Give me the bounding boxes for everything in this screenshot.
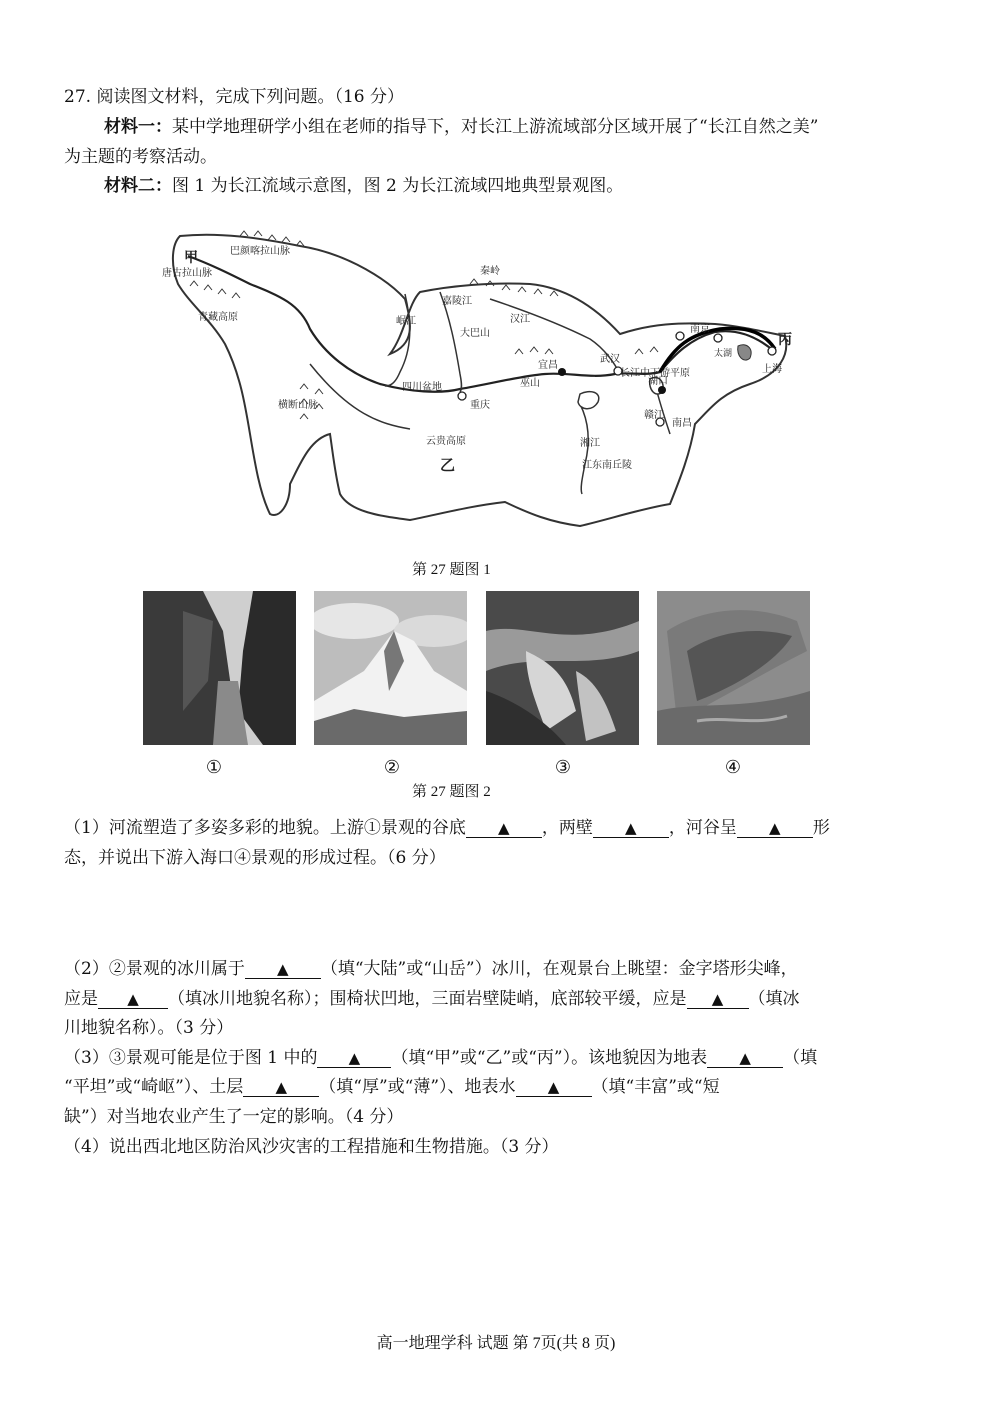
- photo-glacier-peak: [314, 591, 467, 745]
- q2-text-e: （填冰: [748, 989, 800, 1009]
- q1-line-1: [64, 817, 830, 839]
- q3-text-a: （3）③景观可能是位于图 1 中的: [64, 1048, 318, 1068]
- photo-karst-terraces: [486, 591, 639, 745]
- q3-line-1: [64, 1047, 817, 1069]
- city-markers: [458, 332, 776, 426]
- material-1: [104, 116, 818, 138]
- label-qingzang: 青藏高原: [198, 312, 238, 323]
- figure-1-caption: 第 27 题图 1: [412, 562, 491, 578]
- q4-line-1: （4）说出西北地区防治风沙灾害的工程措施和生物措施。（3 分）: [64, 1137, 559, 1157]
- jinsha-tributary: [310, 364, 410, 429]
- answer-blank[interactable]: ▲: [516, 1078, 592, 1097]
- hukou-dot: [658, 386, 666, 394]
- label-jia: 甲: [184, 250, 198, 266]
- q2-text-d: （填冰川地貌名称）；围椅状凹地，三面岩壁陡峭，底部较平缓，应是: [168, 989, 687, 1009]
- photo-number-2: ②: [383, 757, 401, 778]
- material-2-text: 图 1 为长江流域示意图，图 2 为长江流域四地典型景观图。: [172, 176, 624, 196]
- q3-text-f: （填“丰富”或“短: [591, 1077, 720, 1097]
- material-1-cont: 为主题的考察活动。: [64, 147, 217, 167]
- label-nanchang: 南昌: [672, 418, 692, 429]
- answer-blank[interactable]: ▲: [466, 819, 542, 838]
- photo-number-4: ④: [724, 757, 742, 778]
- q1-text-b: ，两壁: [541, 818, 593, 838]
- answer-blank[interactable]: ▲: [317, 1049, 391, 1068]
- label-jialing: 嘉陵江: [442, 296, 472, 307]
- answer-blank[interactable]: ▲: [687, 990, 749, 1009]
- q3-text-c: （填: [783, 1048, 818, 1068]
- label-han: 汉江: [510, 314, 530, 325]
- map-svg: [150, 224, 810, 536]
- jialingjiang-river: [440, 292, 462, 392]
- photo-estuary-island: [657, 591, 810, 745]
- yangtze-basin-map: [150, 224, 810, 536]
- photo-number-1: ①: [205, 757, 223, 778]
- label-hengduan: 横断山脉: [278, 400, 318, 411]
- label-chongqing: 重庆: [470, 400, 490, 411]
- q3-text-e: （填“厚”或“薄”）、地表水: [319, 1077, 516, 1097]
- label-taihu: 太湖: [714, 349, 733, 359]
- q2-line-2: [64, 988, 800, 1010]
- q2-text-c: 应是: [64, 989, 98, 1009]
- taihu-lake: [738, 345, 751, 360]
- q1-line-2: 态，并说出下游入海口④景观的形成过程。（6 分）: [64, 848, 446, 868]
- question-title: 27. 阅读图文材料，完成下列问题。（16 分）: [64, 87, 404, 107]
- q3-line-3: 缺”）对当地农业产生了一定的影响。（4 分）: [64, 1107, 404, 1127]
- label-qinling: 秦岭: [480, 266, 500, 277]
- dongting-lake: [578, 392, 599, 409]
- q2-text-b: （填“大陆”或“山岳”）冰川，在观景台上眺望：金字塔形尖峰，: [320, 959, 798, 979]
- label-tanggula: 唐古拉山脉: [162, 268, 212, 279]
- photo-gorge: [143, 591, 296, 745]
- q3-line-2: [64, 1076, 720, 1098]
- q3-text-b: （填“甲”或“乙”或“丙”）。该地貌因为地表: [391, 1048, 708, 1068]
- q1-text-d: 形: [812, 818, 830, 838]
- label-xiang: 湘江: [580, 438, 600, 449]
- yichang-dot: [558, 368, 566, 376]
- answer-blank[interactable]: ▲: [243, 1078, 319, 1097]
- basin-boundary: [173, 235, 786, 526]
- material-2-label: 材料二：: [104, 176, 172, 196]
- q2-text-a: （2）②景观的冰川属于: [64, 959, 245, 979]
- answer-blank[interactable]: ▲: [593, 819, 669, 838]
- figure-2-caption: 第 27 题图 2: [412, 784, 491, 800]
- material-1-text: 某中学地理研学小组在老师的指导下，对长江上游流域部分区域开展了“长江自然之美”: [172, 117, 819, 137]
- label-wuhan: 武汉: [600, 354, 620, 365]
- label-dabashan: 大巴山: [460, 328, 490, 339]
- answer-blank[interactable]: ▲: [98, 990, 168, 1009]
- answer-blank[interactable]: ▲: [707, 1049, 783, 1068]
- q1-text-a: （1）河流塑造了多姿多彩的地貌。上游①景观的谷底: [64, 818, 466, 838]
- q1-text-c: ，河谷呈: [668, 818, 737, 838]
- page-footer: 高一地理学科 试题 第 7页(共 8 页): [376, 1335, 616, 1352]
- answer-blank[interactable]: ▲: [245, 960, 321, 979]
- answer-blank[interactable]: ▲: [737, 819, 813, 838]
- q2-line-1: [64, 958, 798, 980]
- material-1-label: 材料一：: [104, 117, 172, 137]
- q2-line-3: 川地貌名称）。（3 分）: [64, 1018, 234, 1038]
- label-shanghai: 上海: [762, 364, 782, 375]
- label-yungui: 云贵高原: [426, 436, 466, 447]
- label-nanjing: 南京: [690, 324, 710, 335]
- label-hukou: 湖口: [648, 376, 668, 387]
- photo-number-3: ③: [554, 757, 572, 778]
- label-gan: 赣江: [644, 410, 664, 421]
- xiangjiang-river: [580, 404, 588, 494]
- label-yichang: 宜昌: [538, 360, 558, 371]
- label-yi: 乙: [440, 456, 456, 474]
- q3-text-d: “平坦”或“崎岖”）、土层: [64, 1077, 244, 1097]
- label-sichuan: 四川盆地: [402, 382, 442, 393]
- label-bayan: 巴颜喀拉山脉: [230, 246, 290, 257]
- label-wushan: 巫山: [520, 378, 540, 389]
- label-plain: 长江中下游平原: [620, 368, 690, 379]
- label-jiangnan: 江东南丘陵: [582, 460, 632, 471]
- label-bing: 丙: [778, 332, 792, 348]
- material-2: [104, 175, 623, 197]
- label-min: 岷江: [396, 316, 416, 327]
